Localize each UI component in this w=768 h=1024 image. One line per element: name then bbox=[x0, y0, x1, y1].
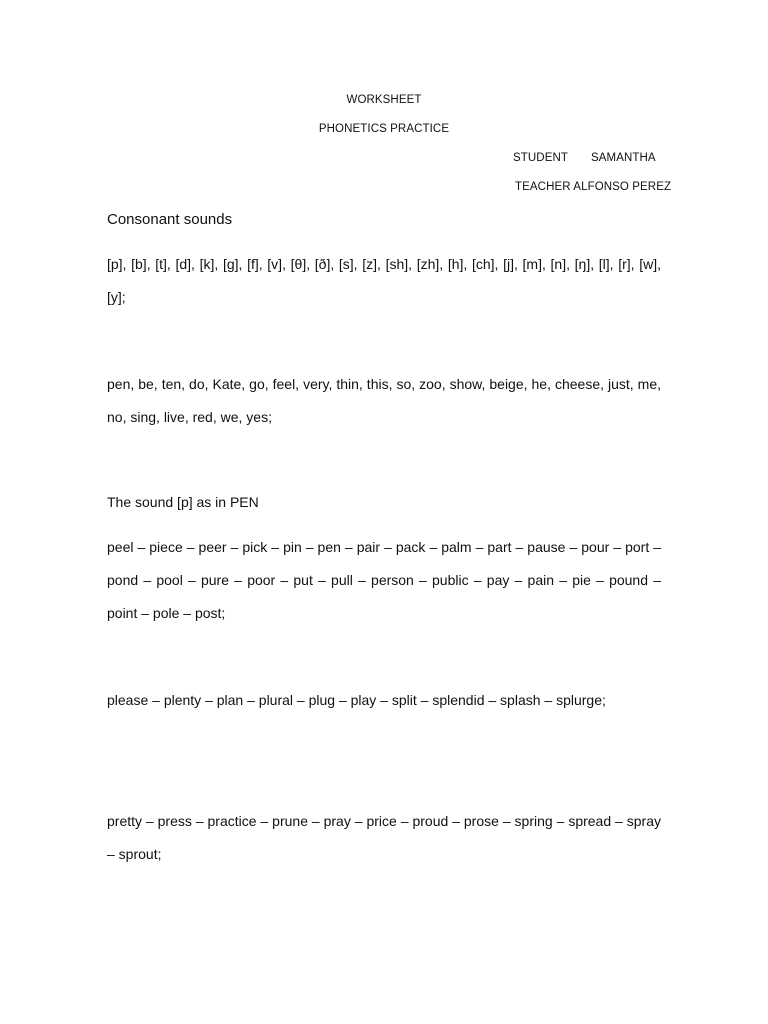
consonant-example-words: pen, be, ten, do, Kate, go, feel, very, thin, this, so, zoo, show, beige, he, cheese, just, me, no, sing, live, red, we, yes; bbox=[107, 376, 661, 425]
worksheet-title: WORKSHEET bbox=[346, 94, 422, 106]
student-label: STUDENT bbox=[513, 152, 569, 164]
student-line bbox=[513, 152, 656, 164]
teacher-line: TEACHER ALFONSO PEREZ bbox=[515, 181, 672, 193]
p-sound-word-list-3: pretty – press – practice – prune – pray – price – proud – prose – spring – spread – spray – sprout; bbox=[107, 813, 661, 862]
consonant-sounds-heading: Consonant sounds bbox=[107, 211, 233, 228]
p-sound-word-list-2: please – plenty – plan – plural – plug – play – split – splendid – splash – splurge; bbox=[107, 692, 606, 708]
consonant-symbols-list: [p], [b], [t], [d], [k], [g], [f], [v], [θ], [ð], [s], [z], [sh], [zh], [h], [ch], [j], [m], [n], [ŋ], [l], [r], [w], [y]; bbox=[107, 256, 661, 305]
worksheet-subtitle: PHONETICS PRACTICE bbox=[318, 123, 450, 135]
student-name: SAMANTHA bbox=[591, 152, 656, 164]
p-sound-heading: The sound [p] as in PEN bbox=[107, 494, 259, 510]
p-sound-word-list-1: peel – piece – peer – pick – pin – pen – pair – pack – palm – part – pause – pour – port – pond – pool – pure – poor – put – pull – person – public – pay – pain – pie – pound – point – pole – post; bbox=[107, 539, 661, 621]
